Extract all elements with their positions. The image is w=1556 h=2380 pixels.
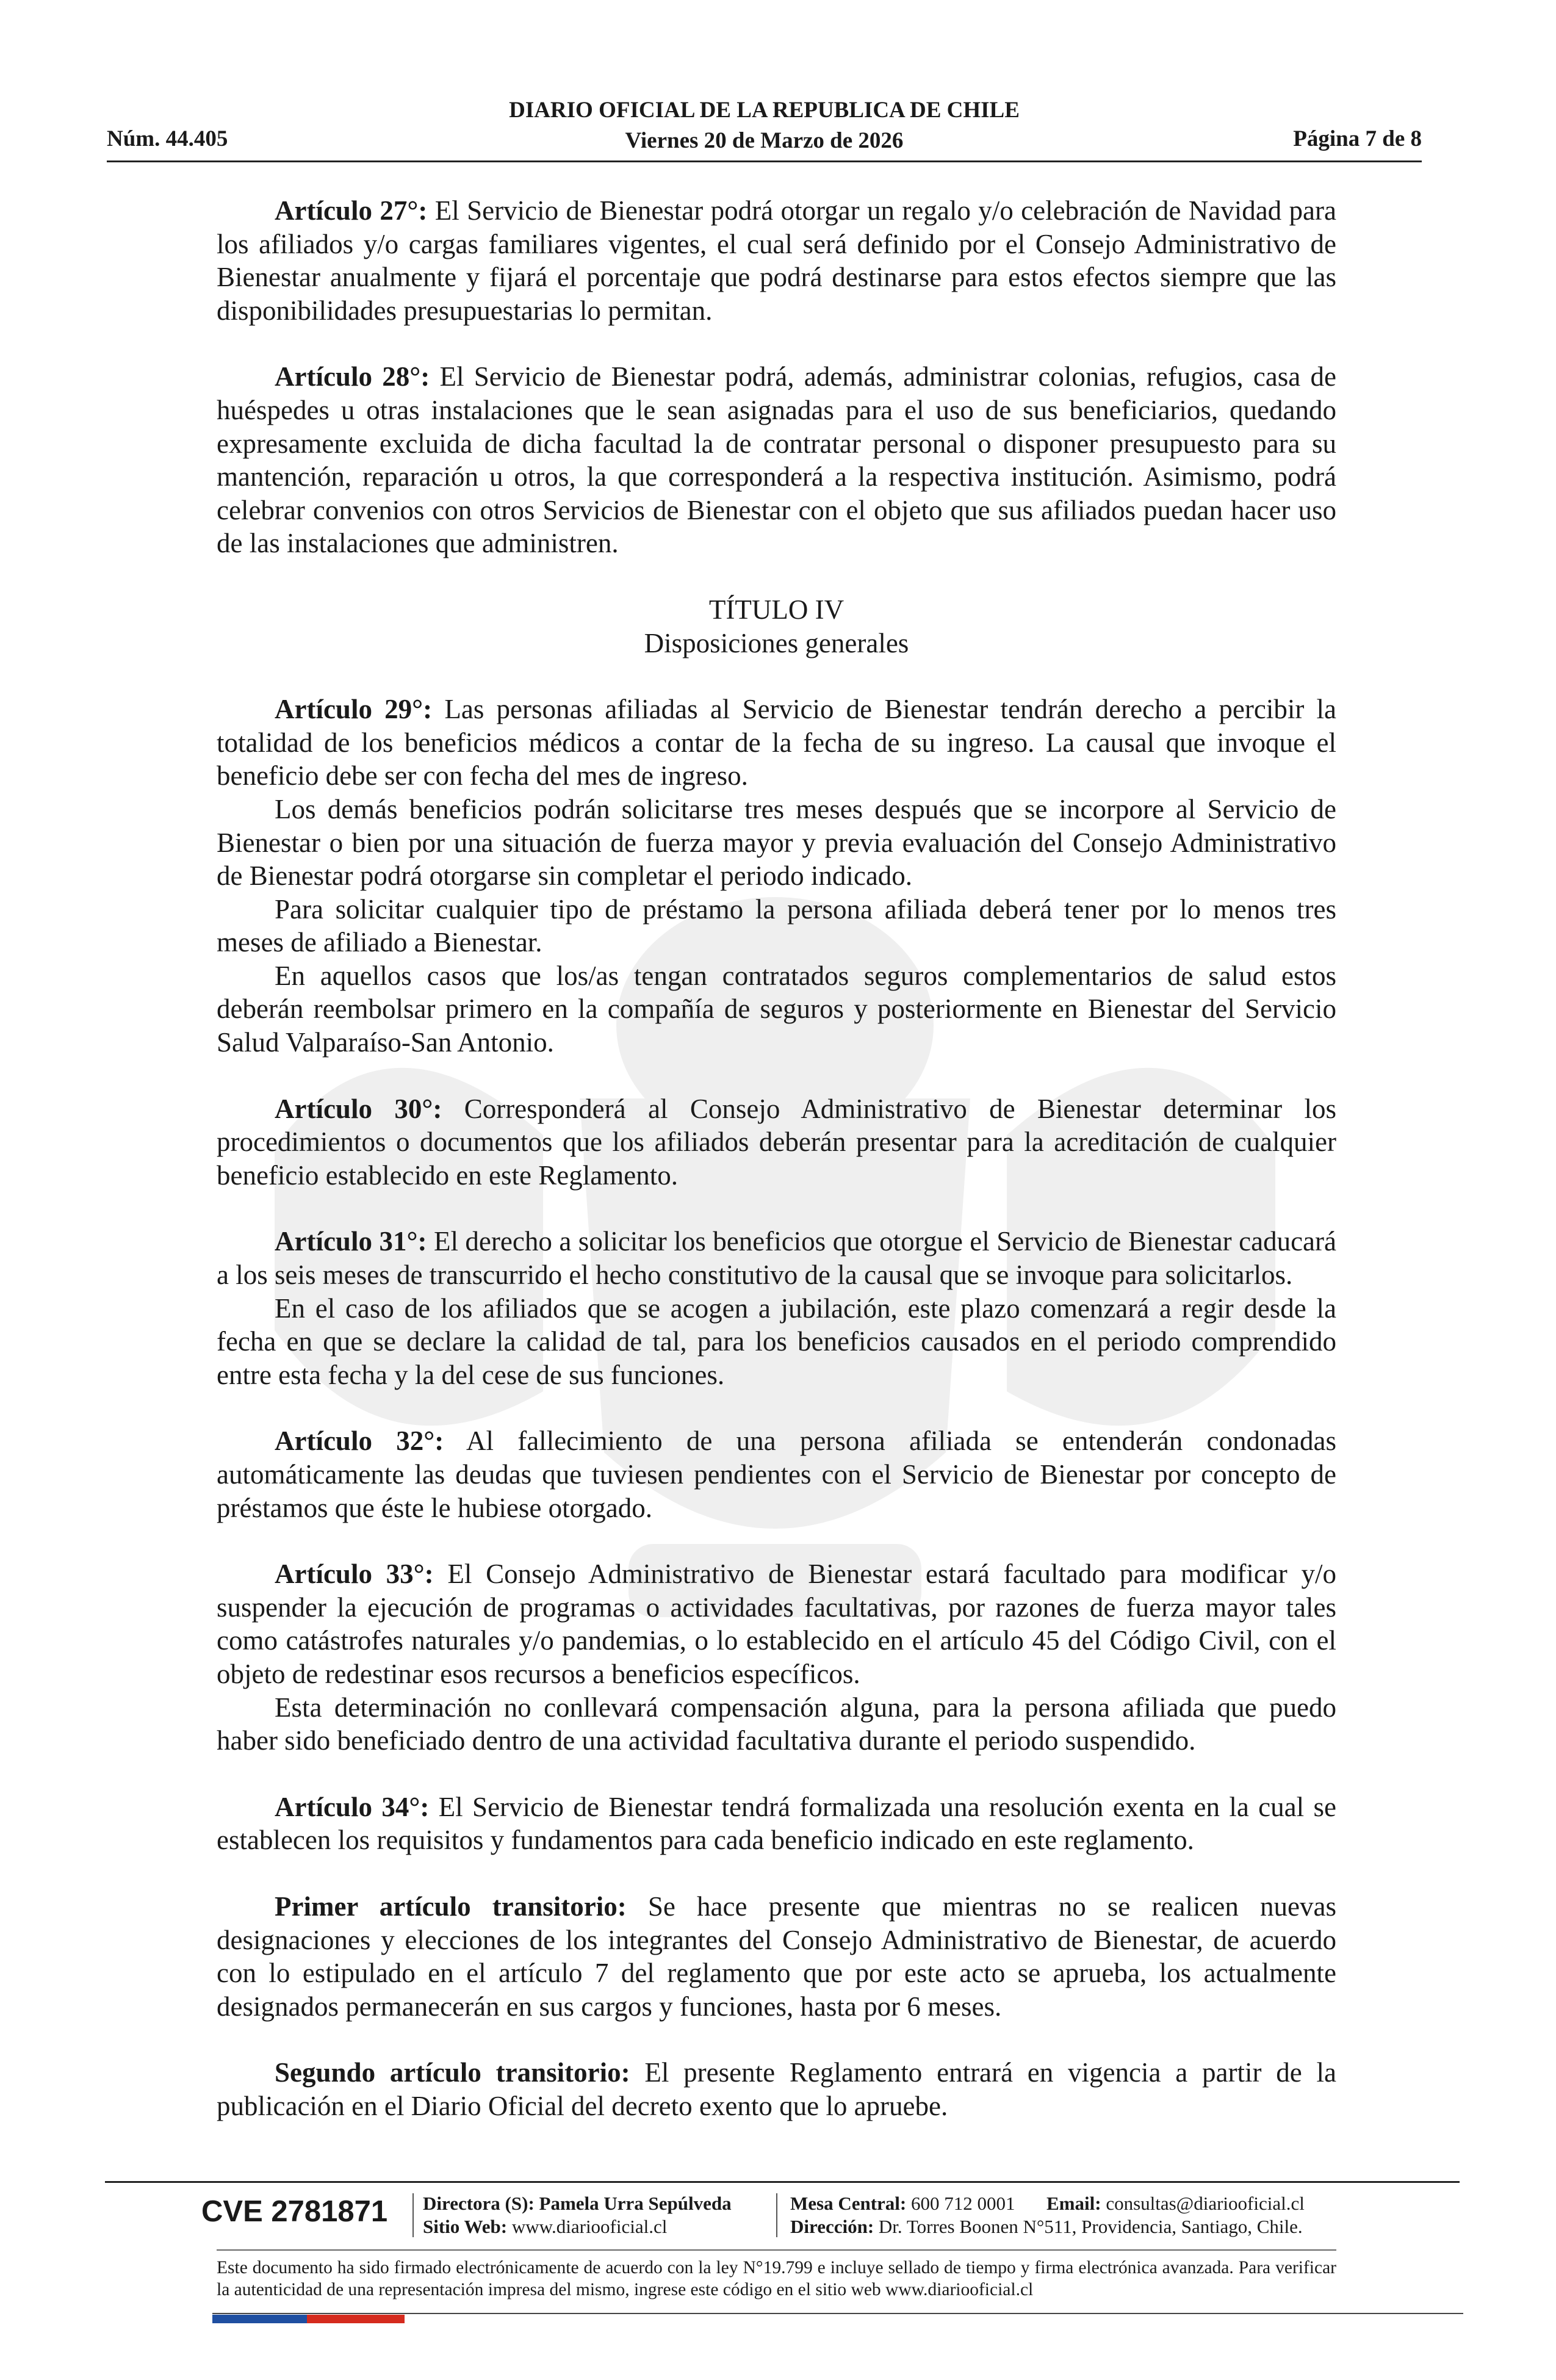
title-heading: TÍTULO IV (708, 594, 845, 625)
article-31: Artículo 31°: El derecho a solicitar los beneficios que otorgue el Servicio de Bienestar caducará a los seis meses de transcurrido el hecho constitutivo de la causal que se invoque para solicitarlos. (217, 1226, 1336, 1291)
flag-stripe (212, 2315, 405, 2323)
article-29-paragraph-2: Los demás beneficios podrán solicitarse tres meses después que se incorpore al Servicio de Bienestar o bien por una situación de fuerza mayor y previa evaluación del Consejo Administrativo de Bienestar podrá otorgarse sin completar el periodo indicado. (217, 793, 1336, 892)
second-transitory-article: Segundo artículo transitorio: El presente Reglamento entrará en vigencia a partir de la publicación en el Diario Oficial del decreto exento que lo apruebe. (217, 2057, 1336, 2121)
article-32: Artículo 32°: Al fallecimiento de una persona afiliada se entenderán condonadas automáticamente las deudas que tuviesen pendientes con el Servicio de Bienestar por concepto de préstamos que éste le hubiese otorgado. (217, 1426, 1336, 1523)
legal-notice: Este documento ha sido firmado electrónicamente de acuerdo con la ley N°19.799 e incluye sellado de tiempo y firma electrónica avanzada. Para verificar la autenticidad de una representación impresa del mismo, ingrese este código en el sitio web www.diariooficial.cl (217, 2258, 1336, 2299)
flag-red-segment (307, 2315, 405, 2323)
website-link[interactable]: www.diariooficial.cl (507, 2216, 668, 2237)
footer-contact-block: Mesa Central: 600 712 0001 Email: consultas@diariooficial.cl Dirección: Dr. Torres Boonen N°511, Providencia, Santiago, Chile. (790, 2193, 1305, 2237)
page-header (107, 90, 1422, 162)
email-link[interactable]: consultas@diariooficial.cl (1101, 2193, 1305, 2214)
article-28: Artículo 28°: El Servicio de Bienestar podrá, además, administrar colonias, refugios, casa de huéspedes u otras instalaciones que le sean asignadas para el uso de sus beneficiarios, quedando expresamente excluida de dicha facultad la de contratar personal o disponer presupuesto para su mantención, reparación u otros, la que corresponderá a la respectiva institución. Asimismo, podrá celebrar convenios con otros Servicios de Bienestar con el objeto que sus afiliados puedan hacer uso de las instalaciones que administren. (217, 361, 1336, 559)
publication-title: DIARIO OFICIAL DE LA REPUBLICA DE CHILE (509, 98, 1020, 123)
article-30: Artículo 30°: Corresponderá al Consejo Administrativo de Bienestar determinar los procedimientos o documentos que los afiliados deberán presentar para la acreditación de cualquier beneficio establecido en este Reglamento. (217, 1093, 1337, 1191)
article-33: Artículo 33°: El Consejo Administrativo de Bienestar estará facultado para modificar y/o suspender la ejecución de programas o actividades facultativas, por razones de fuerza mayor tales como catástrofes naturales y/o pandemias, o lo establecido en el artículo 45 del Código Civil, con el objeto de redestinar esos recursos a beneficios específicos. (217, 1559, 1336, 1689)
article-29-paragraph-4: En aquellos casos que los/as tengan contratados seguros complementarios de salud estos deberán reembolsar primero en la compañía de seguros y posteriormente en Bienestar del Servicio Salud Valparaíso-San Antonio. (217, 960, 1336, 1058)
document-body (217, 194, 1336, 2123)
publication-date: Viernes 20 de Marzo de 2026 (625, 128, 904, 153)
article-29: Artículo 29°: Las personas afiliadas al Servicio de Bienestar tendrán derecho a percibir la totalidad de los beneficios médicos a contar de la fecha de su ingreso. La causal que invoque el beneficio debe ser con fecha del mes de ingreso. (217, 694, 1336, 792)
issue-number: Núm. 44.405 (107, 126, 228, 151)
article-33-paragraph-2: Esta determinación no conllevará compensación alguna, para la persona afiliada que puedo haber sido beneficiado dentro de una actividad facultativa durante el periodo suspendido. (217, 1692, 1336, 1756)
article-29-paragraph-3: Para solicitar cualquier tipo de préstamo la persona afiliada deberá tener por lo menos tres meses de afiliado a Bienestar. (217, 893, 1336, 958)
cve-code: CVE 2781871 (201, 2195, 388, 2228)
footer-divider (212, 2313, 1463, 2314)
address: Dr. Torres Boonen N°511, Providencia, Santiago, Chile. (874, 2216, 1303, 2237)
phone-number: 600 712 0001 (906, 2193, 1015, 2214)
footer-separator (776, 2193, 777, 2237)
article-27: Artículo 27°: El Servicio de Bienestar podrá otorgar un regalo y/o celebración de Navidad para los afiliados y/o cargas familiares vigentes, el cual será definido por el Consejo Administrativo de Bienestar anualmente y fijará el porcentaje que podrá destinarse para estos efectos siempre que las disponibilidades presupuestarias lo permitan. (217, 195, 1336, 326)
director-name: Directora (S): Pamela Urra Sepúlveda (423, 2193, 732, 2214)
article-31-paragraph-2: En el caso de los afiliados que se acogen a jubilación, este plazo comenzará a regir desde la fecha en que se declare la calidad de tal, para los beneficios causados en el periodo comprendido entre esta fecha y la del cese de sus funciones. (217, 1293, 1336, 1390)
footer-director-block: Directora (S): Pamela Urra Sepúlveda Sitio Web: www.diariooficial.cl (423, 2193, 732, 2237)
page-number: Página 7 de 8 (1293, 126, 1422, 151)
first-transitory-article: Primer artículo transitorio: Se hace presente que mientras no se realicen nuevas designaciones y elecciones de los integrantes del Consejo Administrativo de Bienestar, de acuerdo con lo estipulado en el artículo 7 del reglamento que por este acto se aprueba, los actualmente designados permanecerán en sus cargos y funciones, hasta por 6 meses. (217, 1891, 1336, 2022)
flag-blue-segment (212, 2315, 307, 2323)
title-subheading: Disposiciones generales (644, 627, 909, 658)
footer-divider (105, 2181, 1460, 2183)
footer-separator (412, 2193, 414, 2237)
footer-divider (217, 2249, 1336, 2251)
article-34: Artículo 34°: El Servicio de Bienestar tendrá formalizada una resolución exenta en la cual se establecen los requisitos y fundamentos para cada beneficio indicado en este reglamento. (217, 1791, 1336, 1856)
